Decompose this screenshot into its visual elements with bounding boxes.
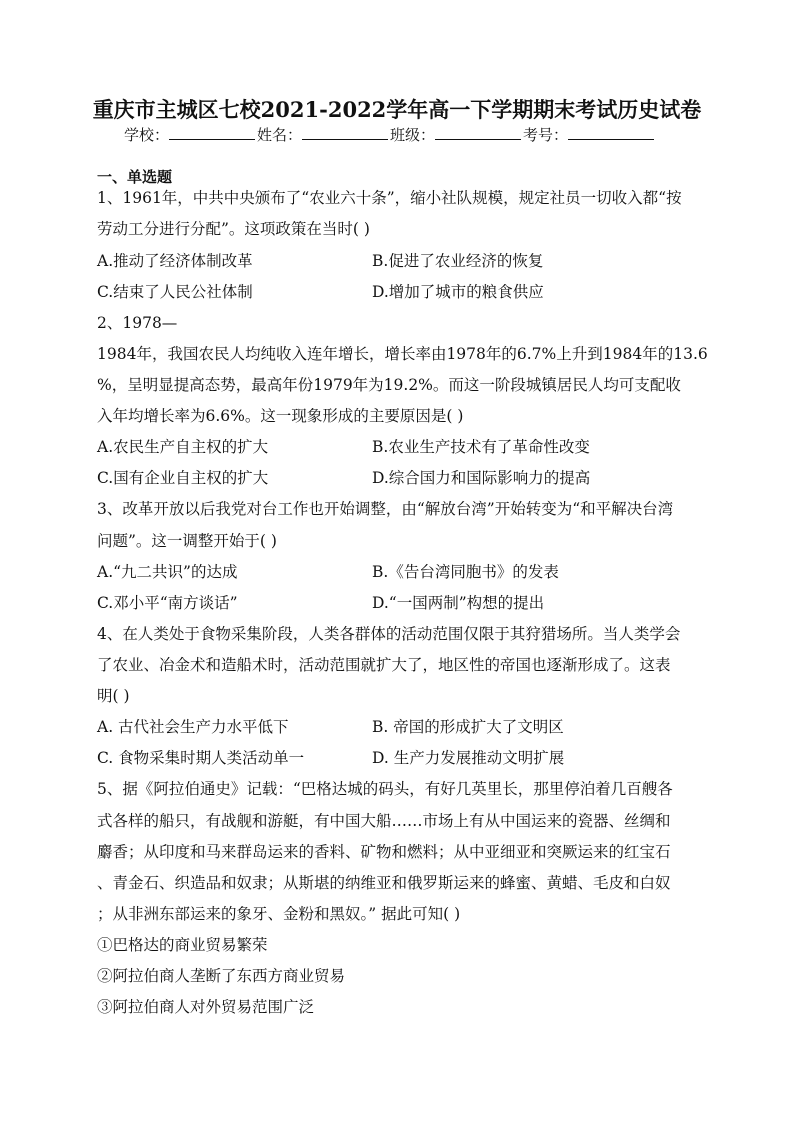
student-info-row [124, 124, 656, 145]
section-heading: 一、单选题 [97, 168, 173, 186]
q1-option-b: B.促进了农业经济的恢复 [372, 252, 544, 270]
q3-option-c: C.邓小平“南方谈话” [97, 594, 238, 612]
q4-option-a: A. 古代社会生产力水平低下 [97, 718, 289, 736]
q2-stem-line4: 入年均增长率为6.6%。这一现象形成的主要原因是( ) [97, 407, 464, 425]
q4-option-d: D. 生产力发展推动文明扩展 [372, 749, 565, 767]
q1-option-a: A.推动了经济体制改革 [97, 252, 253, 270]
q2-stem-line1: 2、1978— [97, 314, 178, 332]
q4-option-b: B. 帝国的形成扩大了文明区 [372, 718, 564, 736]
q1-option-d: D.增加了城市的粮食供应 [372, 283, 544, 301]
q2-option-c: C.国有企业自主权的扩大 [97, 469, 269, 487]
q2-stem-line2: 1984年，我国农民人均纯收入连年增长，增长率由1978年的6.7%上升到1984年的13.6 [97, 345, 708, 363]
q4-option-c: C. 食物采集时期人类活动单一 [97, 749, 305, 767]
q5-statement-1: ①巴格达的商业贸易繁荣 [97, 936, 268, 954]
class-label: 班级： [390, 126, 436, 144]
q4-stem-line1: 4、在人类处于食物采集阶段，人类各群体的活动范围仅限于其狩猎场所。当人类学会 [97, 625, 681, 643]
q2-option-d: D.综合国力和国际影响力的提高 [372, 469, 591, 487]
page-title: 重庆市主城区七校2021-2022学年高一下学期期末考试历史试卷 [92, 97, 702, 122]
q1-option-c: C.结束了人民公社体制 [97, 283, 253, 301]
q2-stem-line3: %，呈明显提高态势，最高年份1979年为19.2%。而这一阶段城镇居民人均可支配收 [97, 376, 681, 394]
q5-stem-line2: 式各样的船只，有战舰和游艇，有中国大船……市场上有从中国运来的瓷器、丝绸和 [97, 812, 671, 830]
q4-stem-line2: 了农业、冶金术和造船术时，活动范围就扩大了，地区性的帝国也逐渐形成了。这表 [97, 656, 671, 674]
q1-stem-line2: 劳动工分进行分配”。这项政策在当时( ) [97, 220, 370, 238]
q3-option-d: D.“一国两制”构想的提出 [372, 594, 545, 612]
q5-stem-line3: 麝香；从印度和马来群岛运来的香料、矿物和燃料；从中亚细亚和突厥运来的红宝石 [97, 843, 671, 861]
q5-statement-3: ③阿拉伯商人对外贸易范围广泛 [97, 998, 315, 1016]
q2-option-b: B.农业生产技术有了革命性改变 [372, 438, 590, 456]
q1-stem-line1: 1、1961年，中共中央颁布了“农业六十条”，缩小社队规模，规定社员一切收入都“按 [97, 189, 682, 207]
class-blank [435, 125, 521, 140]
q5-stem-line1: 5、据《阿拉伯通史》记载：“巴格达城的码头，有好几英里长，那里停泊着几百艘各 [97, 780, 673, 798]
q3-stem-line2: 问题”。这一调整开始于( ) [97, 532, 277, 550]
q2-option-a: A.农民生产自主权的扩大 [97, 438, 269, 456]
name-blank [302, 125, 388, 140]
q5-statement-2: ②阿拉伯商人垄断了东西方商业贸易 [97, 967, 346, 985]
number-label: 考号： [523, 126, 569, 144]
q4-stem-line3: 明( ) [97, 687, 130, 705]
number-blank [568, 125, 654, 140]
q5-stem-line4: 、青金石、织造品和奴隶；从斯堪的纳维亚和俄罗斯运来的蜂蜜、黄蜡、毛皮和白奴 [97, 874, 671, 892]
school-label: 学校： [124, 126, 170, 144]
school-blank [169, 125, 255, 140]
q5-stem-line5: ；从非洲东部运来的象牙、金粉和黑奴。” 据此可知( ) [97, 905, 461, 923]
q3-stem-line1: 3、改革开放以后我党对台工作也开始调整，由“解放台湾”开始转变为“和平解决台湾 [97, 500, 674, 518]
name-label: 姓名： [257, 126, 303, 144]
q3-option-b: B.《告台湾同胞书》的发表 [372, 563, 559, 581]
q3-option-a: A.“九二共识”的达成 [97, 563, 238, 581]
